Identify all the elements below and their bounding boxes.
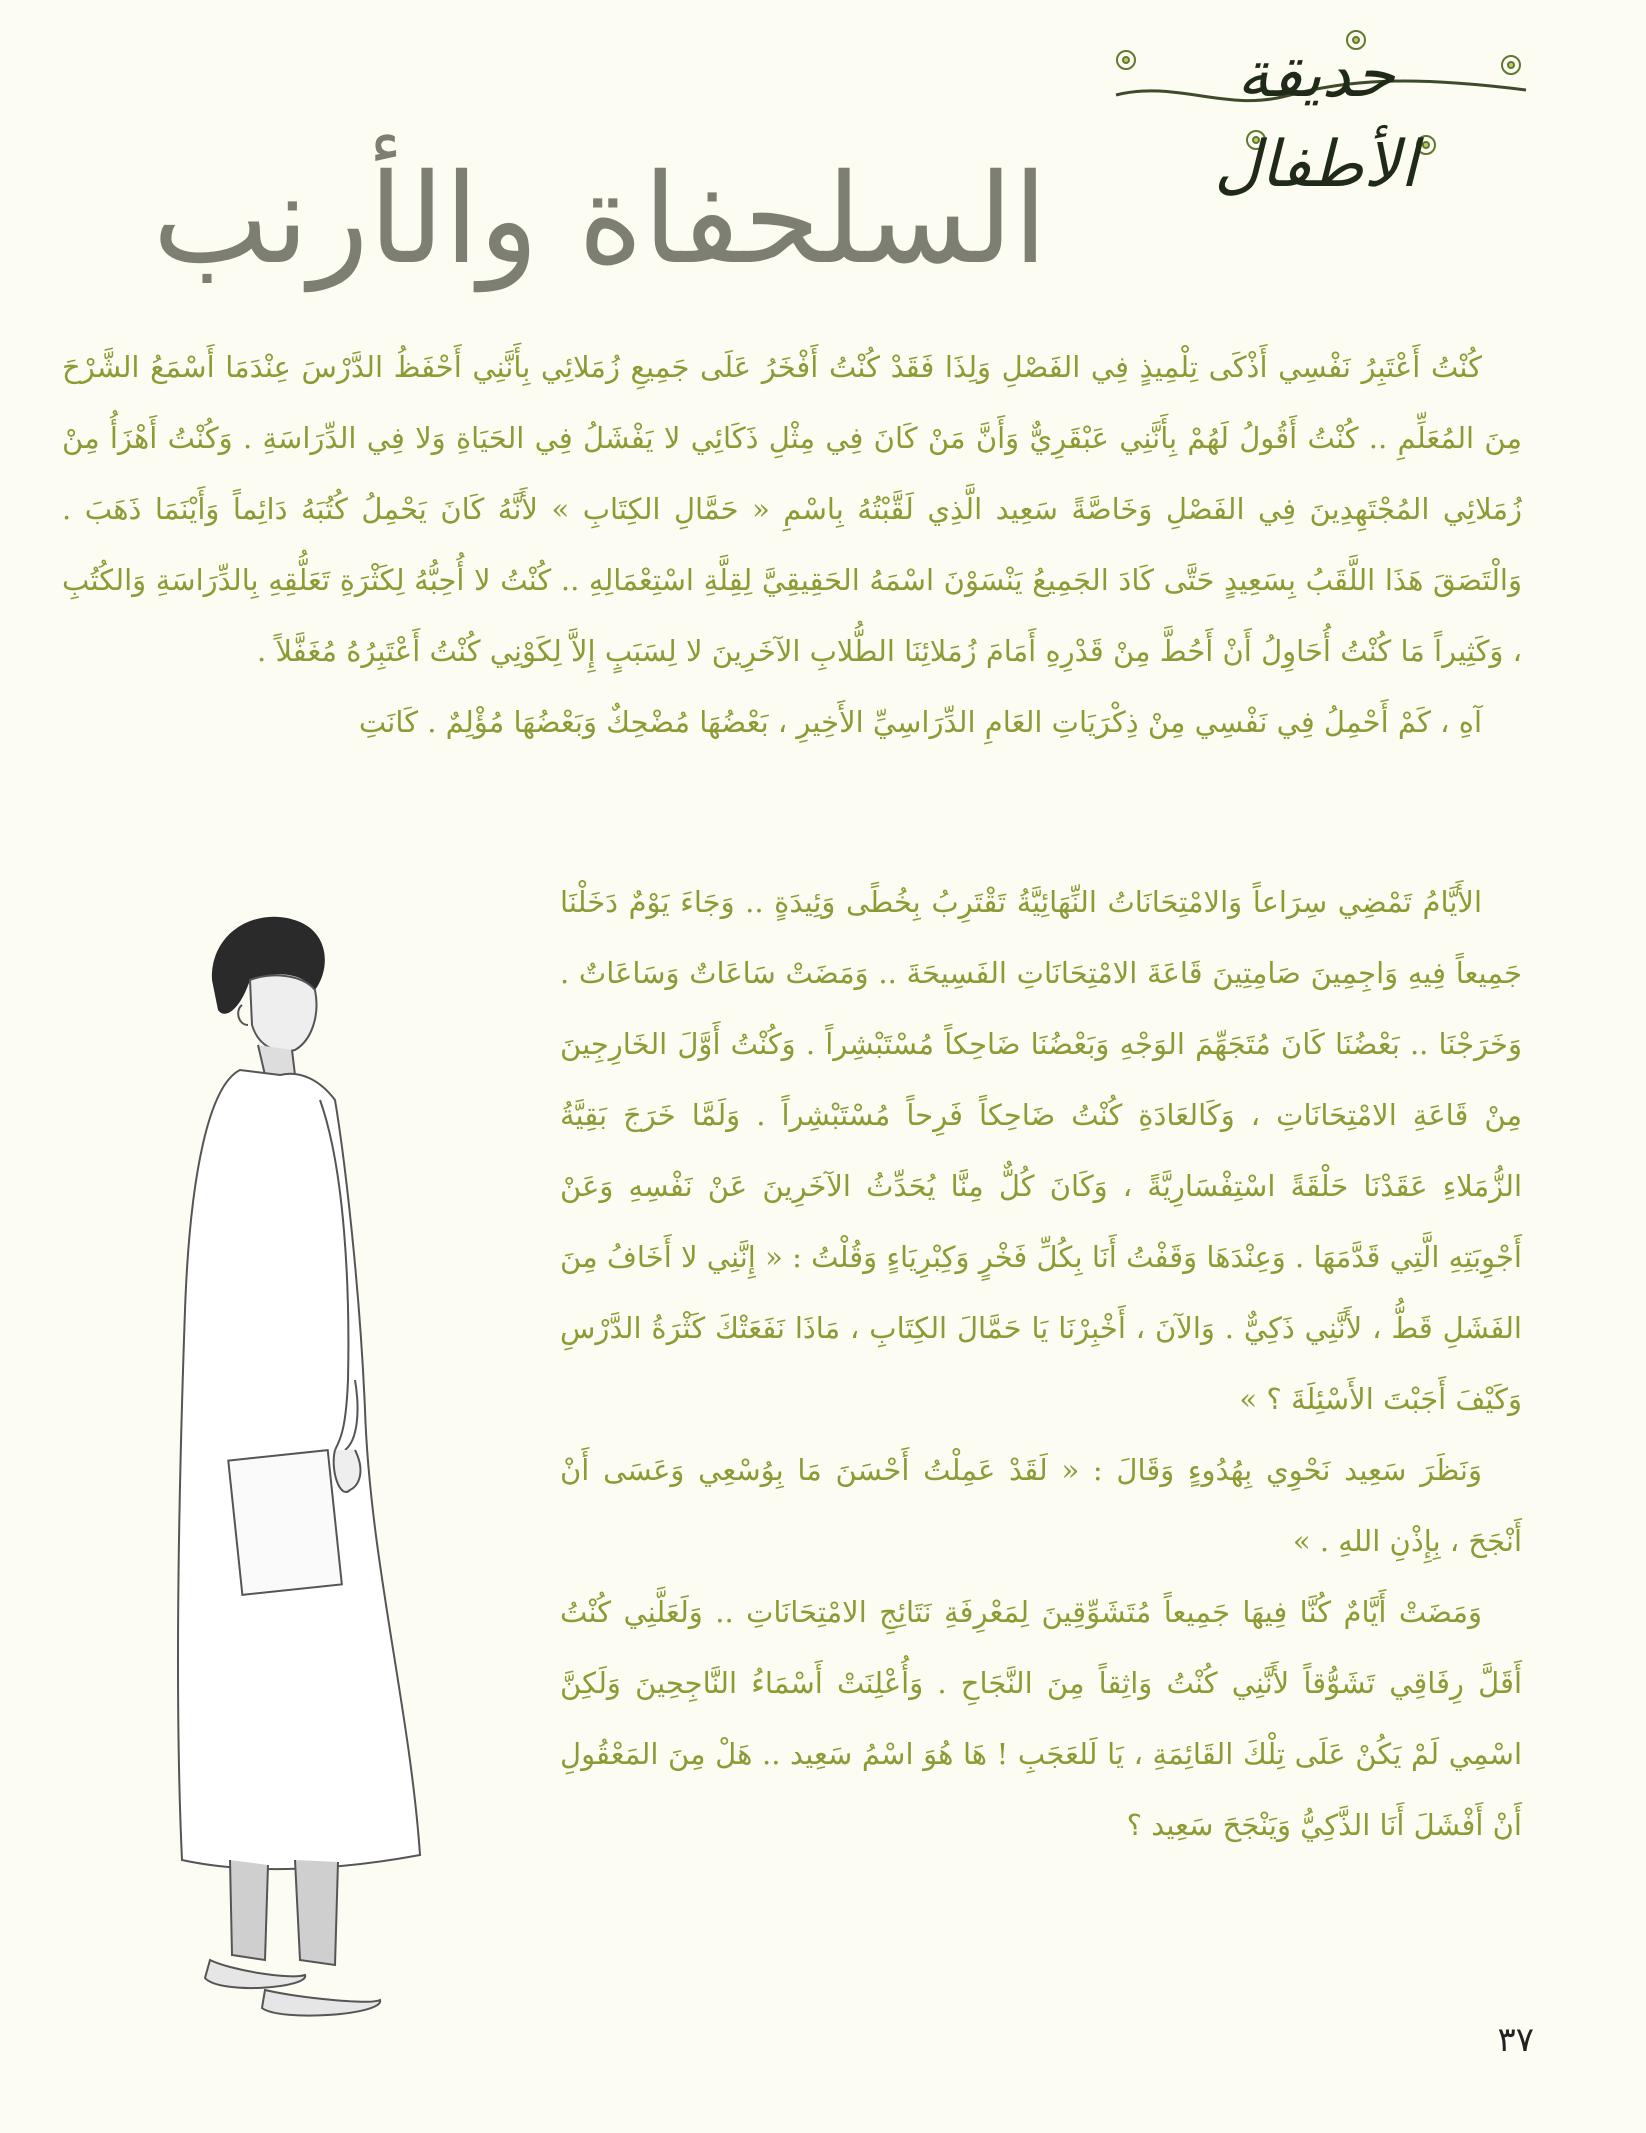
- page-number: ٣٧: [1497, 2020, 1534, 2060]
- paragraph: الأَيَّامُ تَمْضِي سِرَاعاً وَالامْتِحَانَاتُ النِّهَائِيَّةُ تَقْتَرِبُ بِخُطًى وَئِيدَةٍ .. وَجَاءَ يَوْمٌ دَخَلْنَا جَمِيعاً فِيهِ وَاجِمِينَ صَامِتِينَ قَاعَةَ الامْتِحَانَاتِ الفَسِيحَةَ .. وَمَضَتْ سَاعَاتٌ وَسَاعَاتٌ . وَخَرَجْنَا .. بَعْضُنَا كَانَ مُتَجَهِّمَ الوَجْهِ وَبَعْضُنَا ضَاحِكاً مُسْتَبْشِراً . وَكُنْتُ أَوَّلَ الخَارِجِينَ مِنْ قَاعَةِ الامْتِحَانَاتِ ، وَكَالعَادَةِ كُنْتُ ضَاحِكاً فَرِحاً مُسْتَبْشِراً . وَلَمَّا خَرَجَ بَقِيَّةُ الزُّمَلاءِ عَقَدْنَا حَلْقَةً اسْتِفْسَارِيَّةً ، وَكَانَ كُلٌّ مِنَّا يُحَدِّثُ الآخَرِينَ عَنْ نَفْسِهِ وَعَنْ أَجْوِبَتِهِ الَّتِي قَدَّمَهَا . وَعِنْدَهَا وَقَفْتُ أَنَا بِكُلِّ فَخْرٍ وَكِبْرِيَاءٍ وَقُلْتُ : « إِنَّنِي لا أَخَافُ مِنَ الفَشَلِ قَطُّ ، لأَنَّنِي ذَكِيٌّ . وَالآنَ ، أَخْبِرْنَا يَا حَمَّالَ الكِتَابِ ، مَاذَا نَفَعَتْكَ كَثْرَةُ الدَّرْسِ وَكَيْفَ أَجَبْتَ الأَسْئِلَةَ ؟ »: [560, 885, 1522, 1416]
- paragraph: وَمَضَتْ أَيَّامٌ كُنَّا فِيهَا جَمِيعاً مُتَشَوِّقِينَ لِمَعْرِفَةِ نَتَائِجِ الامْتِحَانَاتِ .. وَلَعَلَّنِي كُنْتُ أَقَلَّ رِفَاقِي تَشَوُّقاً لأَنَّنِي كُنْتُ وَاثِقاً مِنَ النَّجَاحِ . وَأُعْلِنَتْ أَسْمَاءُ النَّاجِحِينَ وَلَكِنَّ اسْمِي لَمْ يَكُنْ عَلَى تِلْكَ القَائِمَةِ ، يَا لَلعَجَبِ ! هَا هُوَ اسْمُ سَعِيد .. هَلْ مِنَ المَعْقُولِ أَنْ أَفْشَلَ أَنَا الذَّكِيُّ وَيَنْجَحَ سَعِيد ؟: [560, 1595, 1522, 1842]
- story-title: السلحفاة والأرنب: [152, 148, 1048, 292]
- section-name: حديقة الأطفال: [1214, 38, 1418, 202]
- paragraph: كُنْتُ أَعْتَبِرُ نَفْسِي أَذْكَى تِلْمِيذٍ فِي الفَصْلِ وَلِذَا فَقَدْ كُنْتُ أَفْخَرُ عَلَى جَمِيعِ زُمَلائِي بِأَنَّنِي أَحْفَظُ الدَّرْسَ عِنْدَمَا أَسْمَعُ الشَّرْحَ مِنَ المُعَلِّمِ .. كُنْتُ أَقُولُ لَهُمْ بِأَنَّنِي عَبْقَرِيٌّ وَأَنَّ مَنْ كَانَ فِي مِثْلِ ذَكَائِي لا يَفْشَلُ فِي الحَيَاةِ وَلا فِي الدِّرَاسَةِ . وَكُنْتُ أَهْزَأُ مِنْ زُمَلائِي المُجْتَهِدِينَ فِي الفَصْلِ وَخَاصَّةً سَعِيد الَّذِي لَقَّبْتُهُ بِاسْمِ « حَمَّالِ الكِتَابِ » لأَنَّهُ كَانَ يَحْمِلُ كُتُبَهُ دَائِماً وَأَيْنَمَا ذَهَبَ . وَالْتَصَقَ هَذَا اللَّقَبُ بِسَعِيدٍ حَتَّى كَادَ الجَمِيعُ يَنْسَوْنَ اسْمَهُ الحَقِيقِيَّ لِقِلَّةِ اسْتِعْمَالِهِ .. كُنْتُ لا أُحِبُّهُ لِكَثْرَةِ تَعَلُّقِهِ بِالدِّرَاسَةِ وَالكُتُبِ ، وَكَثِيراً مَا كُنْتُ أُحَاوِلُ أَنْ أَحُطَّ مِنْ قَدْرِهِ أَمَامَ زُمَلائِنَا الطُّلابِ الآخَرِينَ لا لِسَبَبٍ إِلاَّ لِكَوْنِي كُنْتُ أَعْتَبِرُهُ مُغَفَّلاً .: [62, 350, 1522, 668]
- standing-boy-illustration: [170, 910, 470, 2040]
- story-text-upper: [62, 332, 1522, 758]
- story-text-lower: [560, 867, 1522, 1861]
- paragraph: آهِ ، كَمْ أَحْمِلُ فِي نَفْسِي مِنْ ذِكْرَيَاتِ العَامِ الدِّرَاسِيِّ الأَخِيرِ ، بَعْضُهَا مُضْحِكٌ وَبَعْضُهَا مُؤْلِمٌ . كَانَتِ: [358, 705, 1482, 739]
- paragraph: وَنَظَرَ سَعِيد نَحْوِي بِهُدُوءٍ وَقَالَ : « لَقَدْ عَمِلْتُ أَحْسَنَ مَا بِوُسْعِي وَعَسَى أَنْ أَنْجَحَ ، بِإِذْنِ اللهِ . »: [560, 1453, 1522, 1558]
